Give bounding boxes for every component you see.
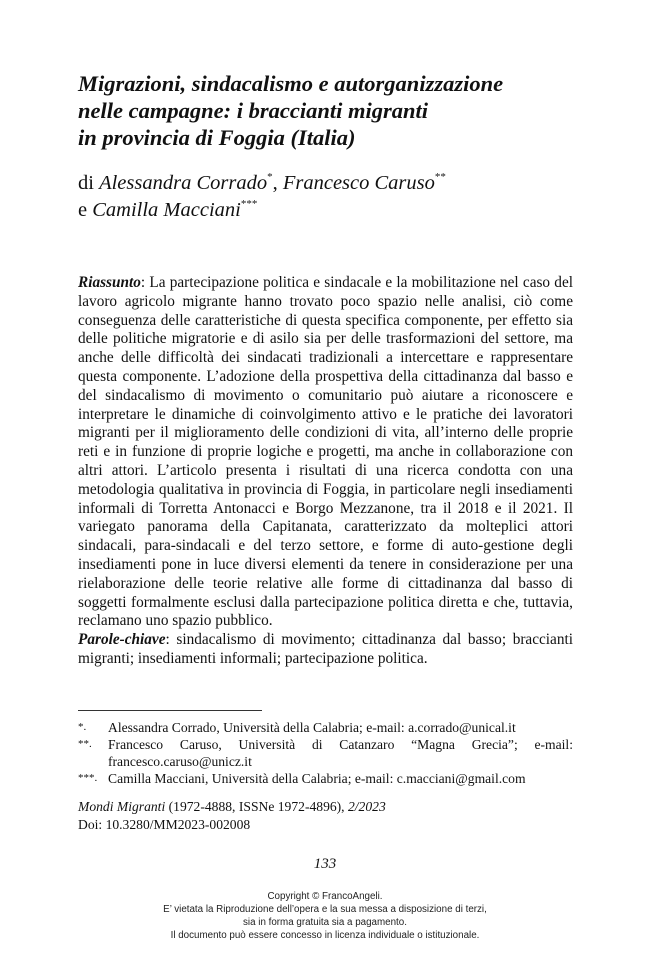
author-mark-caruso: **: [434, 171, 446, 183]
author-prefix: di: [78, 172, 94, 194]
page-number: 133: [313, 856, 337, 872]
copyright-line-2: E’ vietata la Riproduzione dell’opera e la sua messa a disposizione di terzi,: [163, 904, 487, 915]
footnote-text: Camilla Macciani, Università della Calabria; e-mail: c.macciani@gmail.com: [108, 771, 526, 786]
author-mark-macciani: ***: [240, 198, 258, 210]
keywords-text: : sindacalismo di movimento; cittadinanza dal basso; braccianti migranti; insediamenti informali; partecipazione politica.: [78, 631, 573, 667]
author-list: [78, 170, 598, 224]
footnote-caruso-cont: [78, 753, 573, 770]
title-line-3: in provincia di Foggia (Italia): [78, 125, 356, 150]
copyright-line-4: Il documento può essere concesso in licenza individuale o istituzionale.: [170, 930, 480, 941]
title-line-1: Migrazioni, sindacalismo e autorganizzazione: [78, 71, 504, 96]
abstract-paragraph: [78, 274, 573, 631]
footnote-caruso: [78, 736, 573, 753]
copyright-line-1: Copyright © FrancoAngeli.: [267, 891, 383, 902]
journal-issn: (1972-4888, ISSNe 1972-4896),: [165, 799, 348, 814]
author-conjunction: e: [78, 199, 88, 221]
footnote-corrado: [78, 719, 573, 736]
journal-citation: [78, 798, 573, 816]
author-name-macciani: Camilla Macciani: [92, 199, 241, 221]
footnote-text: Alessandra Corrado, Università della Calabria; e-mail: a.corrado@unical.it: [108, 720, 516, 735]
footnote-text: Francesco Caruso, Università di Catanzaro “Magna Grecia”; e-mail:: [108, 737, 573, 752]
copyright-line-3: sia in forma gratuita sia a pagamento.: [243, 917, 407, 928]
title-line-2: nelle campagne: i braccianti migranti: [78, 98, 428, 123]
author-separator: ,: [272, 172, 278, 194]
abstract-block: [78, 274, 573, 669]
journal-info: [78, 798, 573, 834]
author-mark-corrado: *: [267, 171, 273, 183]
keywords-paragraph: [78, 631, 573, 669]
footnote-text-cont: francesco.caruso@unicz.it: [108, 754, 252, 769]
abstract-text: : La partecipazione politica e sindacale e la mobilitazione nel caso del lavoro agricolo migrante hanno trovato poco spazio nelle analisi, ciò come conseguenza delle caratteristiche di questa specifica componente, per effetto sia delle politiche migratorie e di asilo sia per delle trasformazioni del settore, ma anche delle difficoltà dei sindacati tradizionali a intercettare e rappresentare questa componente. L’adozione della prospettiva della cittadinanza dal basso e del sindacalismo di movimento o comunitario può aiutare a riconoscere e interpretare le dinamiche di coinvolgimento attivo e le pratiche dei lavoratori migranti per il miglioramento delle condizioni di vita, all’interno delle proprie reti e in funzione di proprie logiche e progetti, ma anche in collaborazione con altri attori. L’articolo presenta i risultati di una ricerca condotta con una metodologia qualitativa in provincia di Foggia, in particolare negli insediamenti informali di Torretta Antonacci e Borgo Mezzanone, tra il 2018 e il 2021. Il variegato panorama della Capitanata, caratterizzato da molteplici attori sindacali, para-sindacali e del terzo settore, e forme di auto-gestione degli insediamenti pone in luce diversi elementi da tenere in considerazione per una rielaborazione delle teorie relative alle forme di cittadinanza dal basso di soggetti formalmente esclusi dalla partecipazione politica diretta e che, tuttavia, reclamano uno spazio pubblico.: [78, 274, 573, 630]
author-line-2: [78, 197, 598, 224]
footnote-mark: ***.: [78, 772, 98, 784]
journal-doi: Doi: 10.3280/MM2023-002008: [78, 817, 251, 832]
author-name-corrado: Alessandra Corrado: [99, 172, 268, 194]
article-title: [78, 70, 598, 151]
footnote-mark: **.: [78, 738, 92, 750]
footnote-macciani: [78, 770, 573, 787]
footnote-divider: [78, 710, 262, 711]
copyright-notice: [0, 890, 650, 942]
journal-name: Mondi Migranti: [78, 799, 166, 814]
journal-issue: 2/2023: [347, 799, 386, 814]
author-line-1: [78, 170, 598, 197]
author-name-caruso: Francesco Caruso: [282, 172, 435, 194]
footnotes: [78, 719, 573, 787]
footnote-mark: *.: [78, 721, 87, 733]
keywords-label: Parole-chiave: [78, 631, 166, 649]
abstract-label: Riassunto: [78, 274, 141, 291]
